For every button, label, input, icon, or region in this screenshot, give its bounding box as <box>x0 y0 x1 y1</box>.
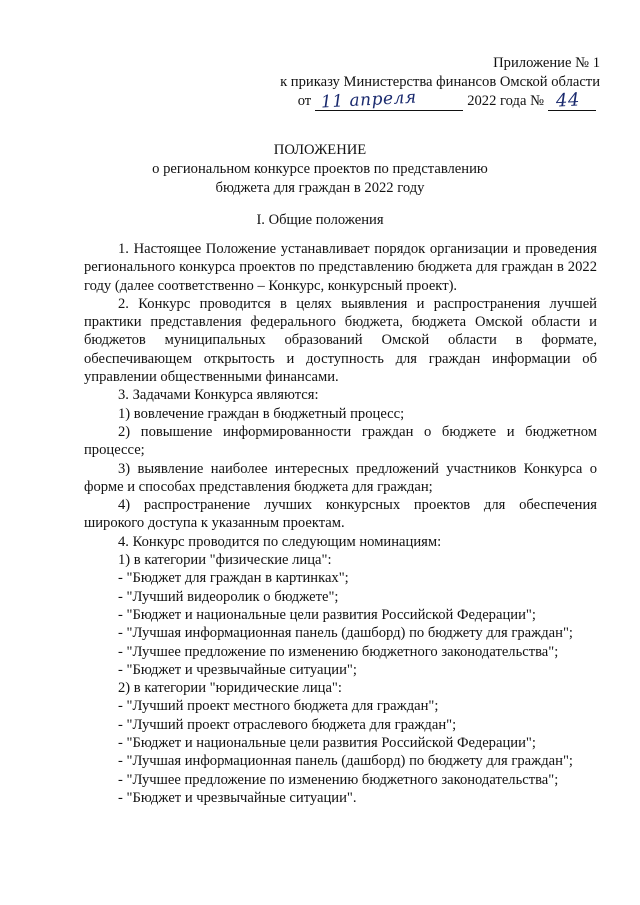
list-item: - "Лучший проект отраслевого бюджета для граждан"; <box>118 716 457 733</box>
list-item: - "Лучшая информационная панель (дашборд) по бюджету для граждан"; <box>118 753 573 770</box>
paragraph: 3. Задачами Конкурса являются: <box>118 387 319 404</box>
list-item: - "Лучший проект местного бюджета для граждан"; <box>118 698 439 715</box>
number-blank <box>548 89 596 112</box>
list-item: - "Лучший видеоролик о бюджете"; <box>118 588 339 605</box>
paragraph: 4) распространение лучших конкурсных проектов для обеспечения широкого доступа к указанным проектам. <box>84 497 597 532</box>
document-title <box>0 141 640 198</box>
paragraph: 2. Конкурс проводится в целях выявления и распространения лучшей практики представления федерального бюджета, бюджета Омской области и бюджетов муниципальных образований Омской области в формате, обеспечивающем открытость и доступность для граждан информации об управлении общественными финансами. <box>84 295 597 386</box>
section-heading: I. Общие положения <box>256 212 384 228</box>
handwritten-date: 11 апреля <box>320 87 418 113</box>
list-item: - "Лучшее предложение по изменению бюджетного законодательства"; <box>118 643 559 660</box>
paragraph: 3) выявление наиболее интересных предложений участников Конкурса о форме и способах представления бюджета для граждан; <box>84 460 597 495</box>
title-sub-2: бюджета для граждан в 2022 году <box>215 180 425 196</box>
list-item: - "Бюджет и национальные цели развития Российской Федерации"; <box>118 606 536 623</box>
list-item: - "Лучшая информационная панель (дашборд) по бюджету для граждан"; <box>118 625 573 642</box>
appendix-number: Приложение № 1 <box>493 55 600 71</box>
year-number-label: 2022 года № <box>467 93 544 109</box>
paragraph: 2) в категории "юридические лица": <box>118 680 342 697</box>
paragraph: 4. Конкурс проводится по следующим номинациям: <box>118 533 442 550</box>
order-date-line <box>297 87 600 113</box>
paragraph: 1) вовлечение граждан в бюджетный процесс; <box>118 405 405 422</box>
list-item: - "Бюджет и чрезвычайные ситуации"; <box>118 661 357 678</box>
handwritten-number: 44 <box>555 89 581 112</box>
paragraph: 2) повышение информированности граждан о бюджете и бюджетном процессе; <box>84 423 597 459</box>
date-blank <box>315 87 463 113</box>
list-item: - "Бюджет для граждан в картинках"; <box>118 570 349 587</box>
paragraph: 1) в категории "физические лица": <box>118 552 332 569</box>
title-sub-1: о региональном конкурсе проектов по представлению <box>152 161 488 177</box>
list-item: - "Бюджет и чрезвычайные ситуации". <box>118 789 357 806</box>
paragraph: 1. Настоящее Положение устанавливает порядок организации и проведения регионального конкурса проектов по представлению бюджета для граждан в 2022 году (далее соответственно – Конкурс, конкурсный проект). <box>84 241 597 294</box>
document-body <box>84 240 597 807</box>
list-item: - "Бюджет и национальные цели развития Российской Федерации"; <box>118 735 536 752</box>
from-label: от <box>297 93 312 109</box>
order-reference: к приказу Министерства финансов Омской области <box>280 74 600 90</box>
title-main: ПОЛОЖЕНИЕ <box>273 142 367 158</box>
list-item: - "Лучшее предложение по изменению бюджетного законодательства"; <box>118 771 559 788</box>
